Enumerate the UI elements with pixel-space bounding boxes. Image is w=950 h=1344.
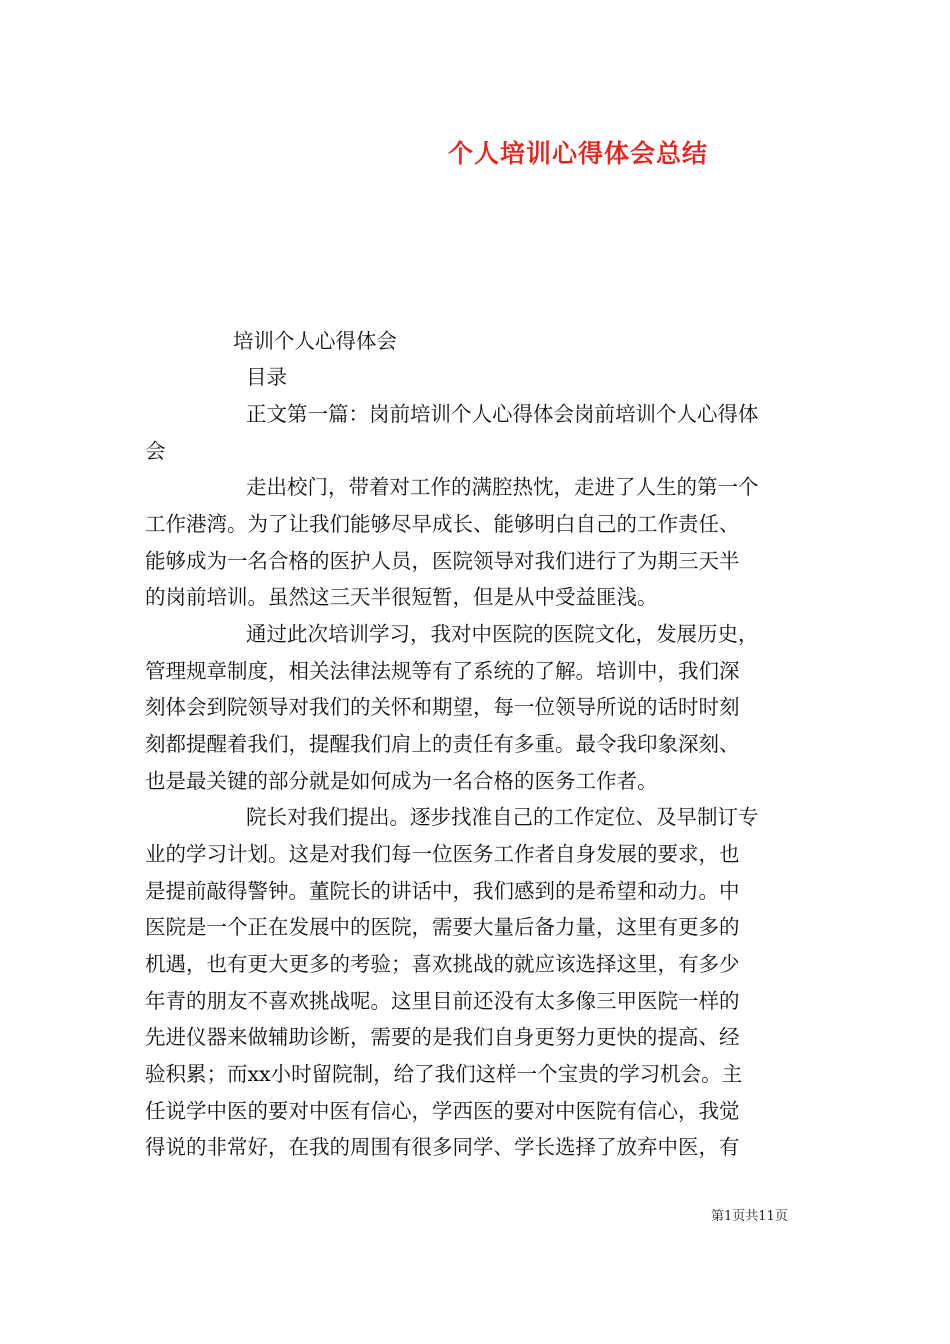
body-line: 走出校门，带着对工作的满腔热忱，走进了人生的第一个 xyxy=(246,475,759,499)
body-line: 也是最关键的部分就是如何成为一名合格的医务工作者。 xyxy=(145,769,658,793)
body-line: 能够成为一名合格的医护人员，医院领导对我们进行了为期三天半 xyxy=(145,549,740,573)
body-line: 得说的非常好，在我的周围有很多同学、学长选择了放弃中医，有 xyxy=(145,1135,740,1159)
body-line: 管理规章制度，相关法律法规等有了系统的了解。培训中，我们深 xyxy=(145,659,740,683)
body-line: 正文第一篇：岗前培训个人心得体会岗前培训个人心得体 xyxy=(246,402,759,426)
body-line: 先进仪器来做辅助诊断，需要的是我们自身更努力更快的提高、经 xyxy=(145,1025,740,1049)
body-line: 机遇，也有更大更多的考验；喜欢挑战的就应该选择这里，有多少 xyxy=(145,952,740,976)
body-line: 院长对我们提出。逐步找准自己的工作定位、及早制订专 xyxy=(246,805,759,829)
body-line: 刻体会到院领导对我们的关怀和期望，每一位领导所说的话时时刻 xyxy=(145,695,740,719)
body-line: 验积累；而xx小时留院制，给了我们这样一个宝贵的学习机会。主 xyxy=(145,1062,743,1086)
body-line: 通过此次培训学习，我对中医院的医院文化，发展历史， xyxy=(246,622,759,646)
body-line: 任说学中医的要对中医有信心，学西医的要对中医院有信心，我觉 xyxy=(145,1099,740,1123)
body-line: 是提前敲得警钟。董院长的讲话中，我们感到的是希望和动力。中 xyxy=(145,879,740,903)
document-title: 个人培训心得体会总结 xyxy=(448,139,709,168)
body-line: 医院是一个正在发展中的医院，需要大量后备力量，这里有更多的 xyxy=(145,915,740,939)
body-line: 刻都提醒着我们，提醒我们肩上的责任有多重。最令我印象深刻、 xyxy=(145,732,740,756)
body-line: 会 xyxy=(145,439,166,463)
document-subtitle: 培训个人心得体会 xyxy=(233,329,397,353)
body-line: 的岗前培训。虽然这三天半很短暂，但是从中受益匪浅。 xyxy=(145,585,658,609)
toc-label: 目录 xyxy=(246,365,287,389)
body-line: 业的学习计划。这是对我们每一位医务工作者自身发展的要求，也 xyxy=(145,842,740,866)
page-footer: 第1页共11页 xyxy=(711,1209,788,1224)
body-line: 年青的朋友不喜欢挑战呢。这里目前还没有太多像三甲医院一样的 xyxy=(145,989,740,1013)
body-line: 工作港湾。为了让我们能够尽早成长、能够明白自己的工作责任、 xyxy=(145,512,740,536)
